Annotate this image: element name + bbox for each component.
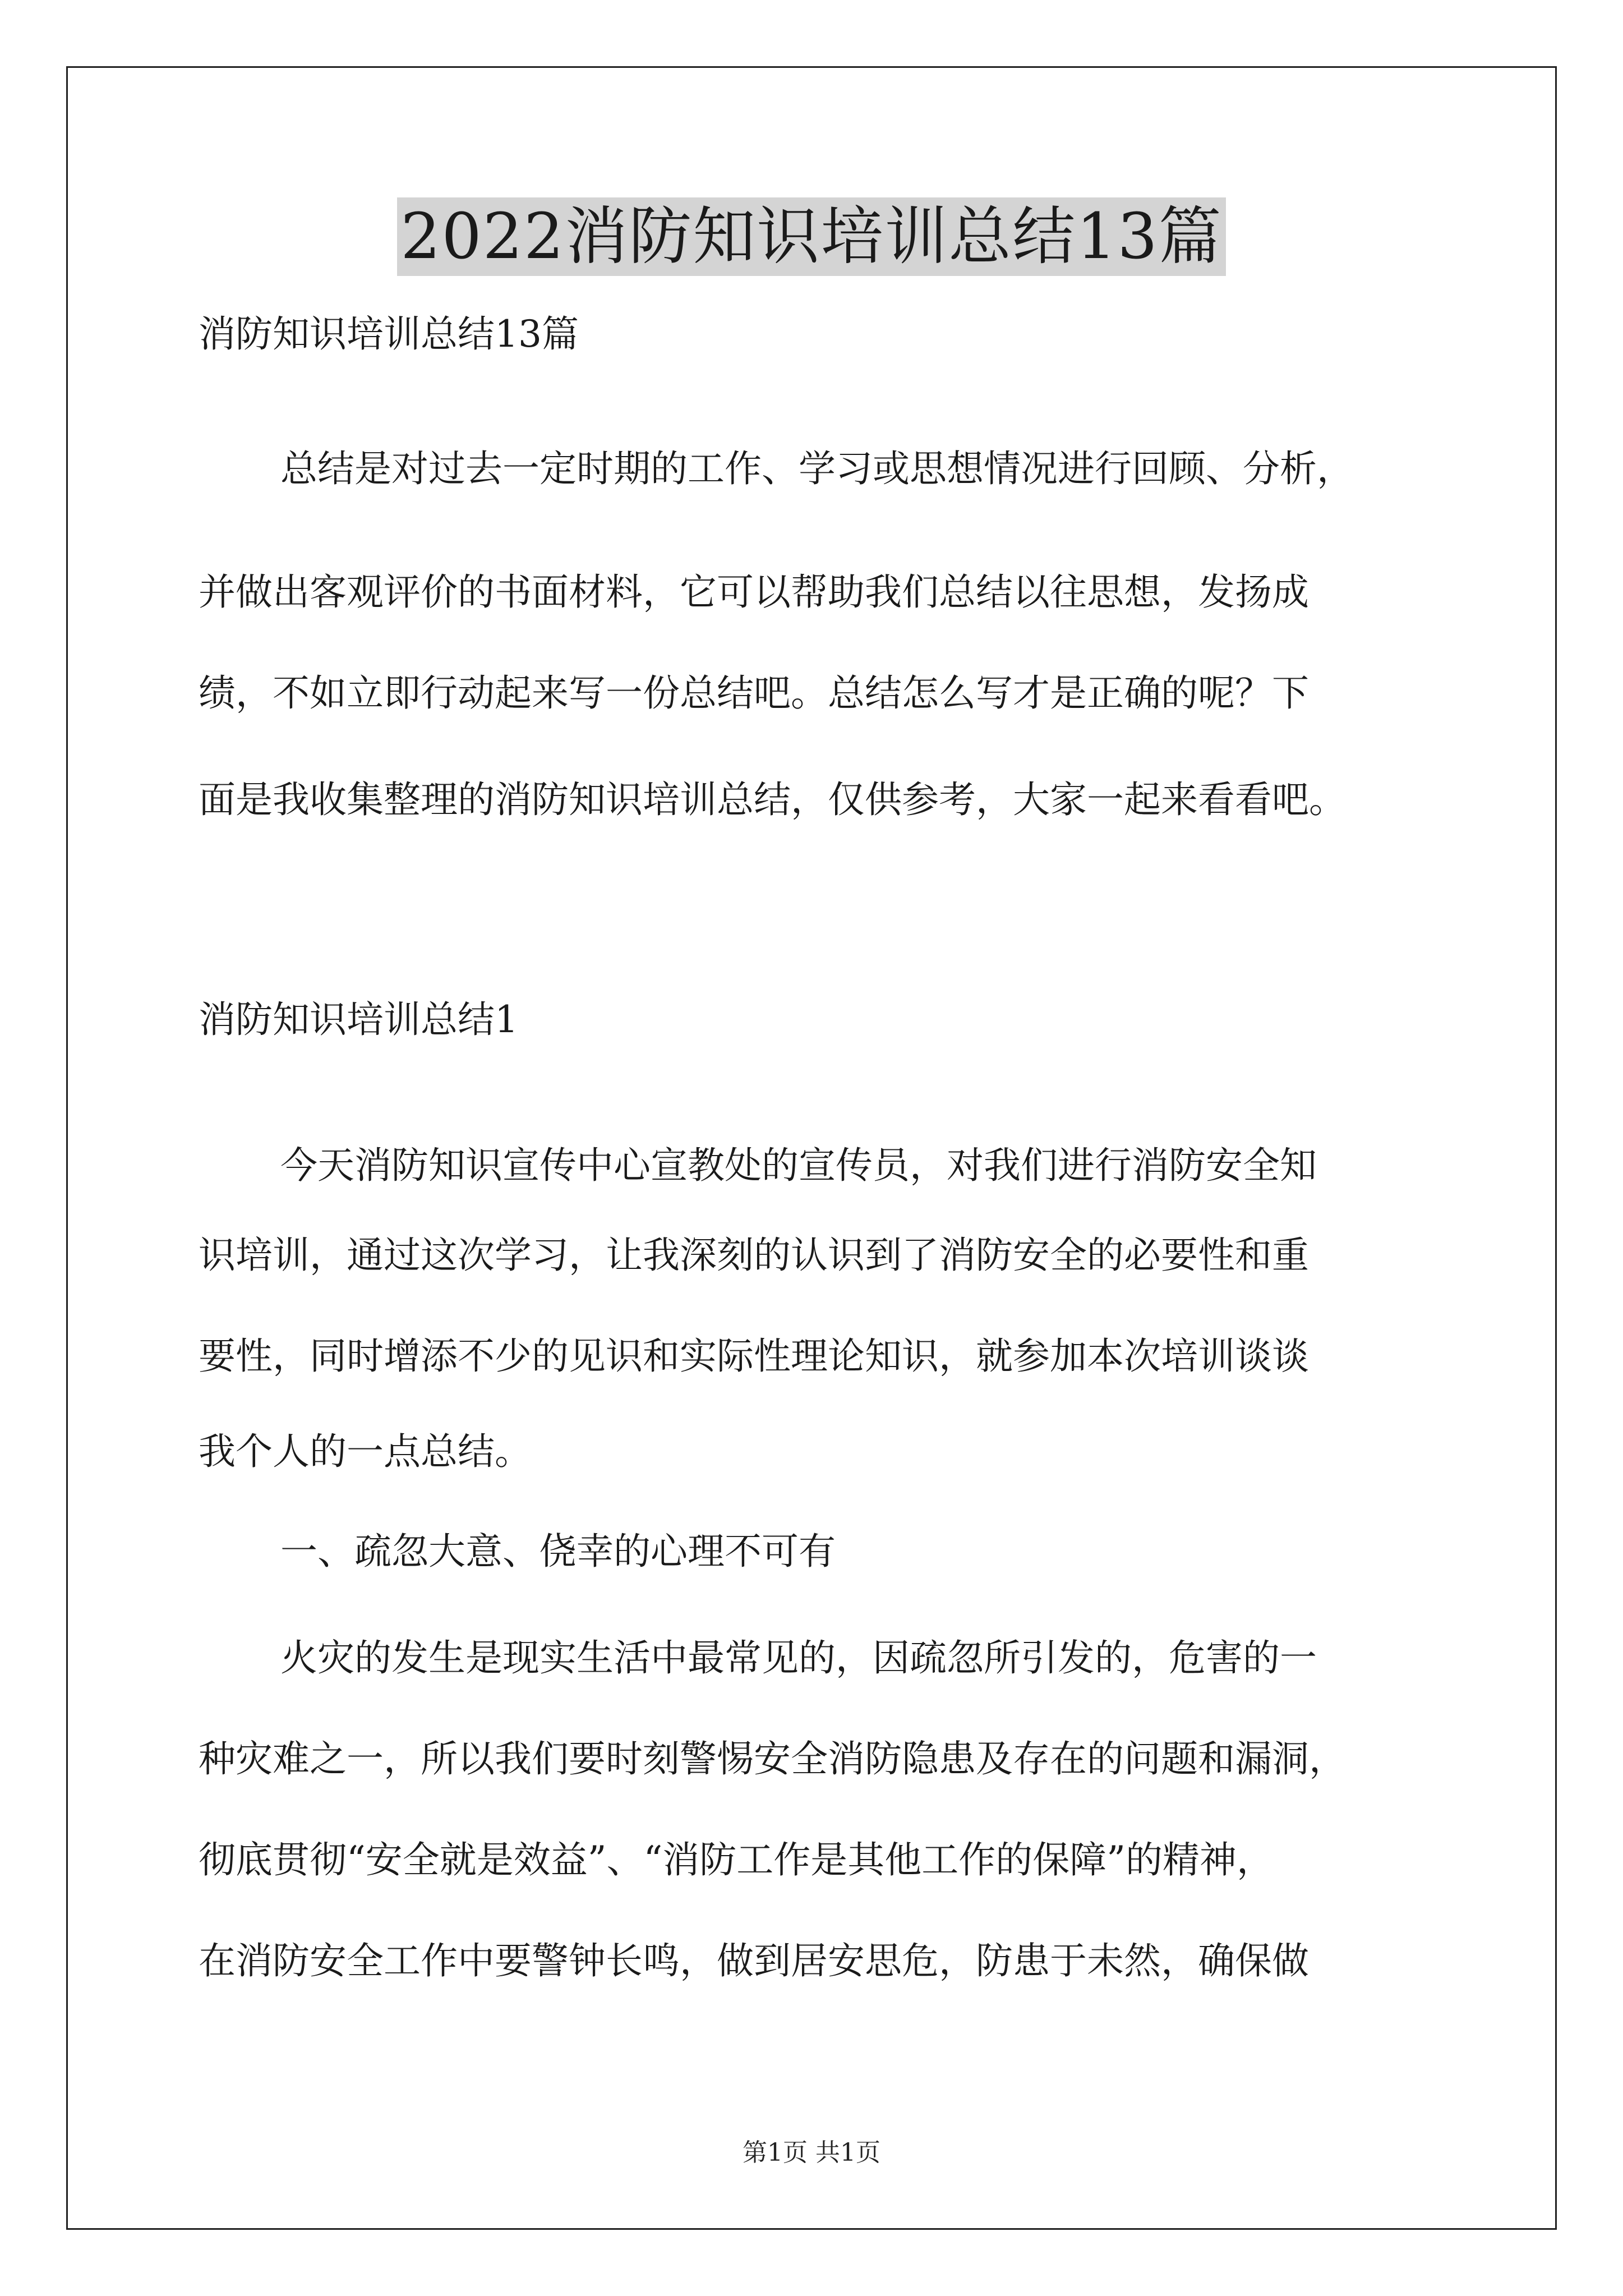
document-title: 2022消防知识培训总结13篇 <box>397 197 1226 276</box>
para2-line-1: 火灾的发生是现实生活中最常见的，因疏忽所引发的，危害的一 <box>280 1636 1317 1680</box>
para2-line-3: 彻底贯彻“安全就是效益”、“消防工作是其他工作的保障”的精神， <box>199 1838 1274 1881</box>
para2-line-4: 在消防安全工作中要警钟长鸣，做到居安思危，防患于未然，确保做 <box>199 1939 1309 1982</box>
document-title-wrap <box>0 197 1623 276</box>
para1-line-3: 要性，同时增添不少的见识和实际性理论知识，就参加本次培训谈谈 <box>199 1335 1309 1378</box>
page-footer: 第1页 共1页 <box>743 2138 880 2167</box>
intro-line-1: 总结是对过去一定时期的工作、学习或思想情况进行回顾、分析， <box>280 447 1354 490</box>
section-heading: 消防知识培训总结1 <box>199 998 518 1041</box>
intro-line-2: 并做出客观评价的书面材料，它可以帮助我们总结以往思想，发扬成 <box>199 570 1309 614</box>
para1-line-4: 我个人的一点总结。 <box>199 1430 532 1473</box>
point1-heading: 一、疏忽大意、侥幸的心理不可有 <box>280 1530 836 1573</box>
para1-line-2: 识培训，通过这次学习，让我深刻的认识到了消防安全的必要性和重 <box>199 1234 1309 1277</box>
document-subtitle: 消防知识培训总结13篇 <box>199 312 579 356</box>
intro-line-3: 绩，不如立即行动起来写一份总结吧。总结怎么写才是正确的呢？下 <box>199 671 1309 715</box>
para1-line-1: 今天消防知识宣传中心宣教处的宣传员，对我们进行消防安全知 <box>280 1144 1317 1187</box>
intro-line-4: 面是我收集整理的消防知识培训总结，仅供参考，大家一起来看看吧。 <box>199 778 1346 821</box>
para2-line-2: 种灾难之一，所以我们要时刻警惕安全消防隐患及存在的问题和漏洞， <box>199 1737 1346 1780</box>
